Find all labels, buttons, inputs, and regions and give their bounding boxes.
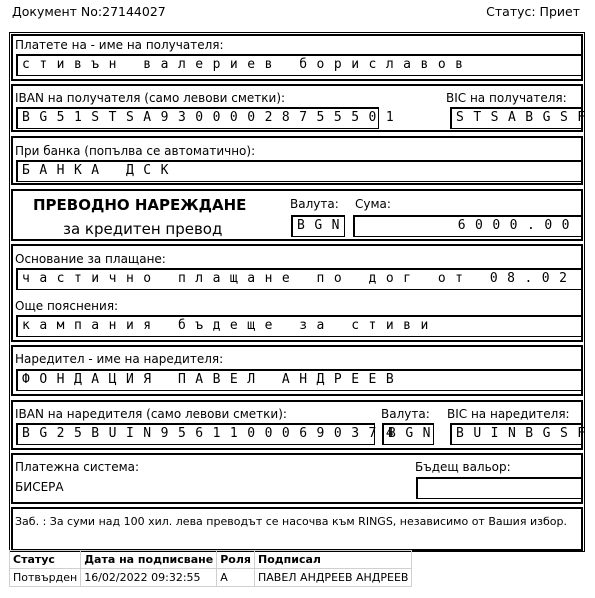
amount-field[interactable]: 6000.00	[353, 215, 582, 237]
recipient-name-field[interactable]: стивън валериев бориславов	[16, 54, 582, 76]
orderer-currency-field[interactable]: BGN	[382, 423, 434, 445]
document-number: Документ No:27144027	[12, 4, 166, 19]
orderer-bic-label: BIC на наредителя:	[447, 407, 570, 421]
table-row	[10, 569, 412, 587]
orderer-iban-field[interactable]: BG25BUIN95611000690374	[16, 423, 375, 445]
note-text: Заб. : За суми над 100 хил. лева преводът се насочва към RINGS, независимо от Вашия избор.	[15, 515, 567, 528]
orderer-bic-field[interactable]: BUINBGSF	[450, 423, 582, 445]
more-info-label: Още пояснения:	[15, 299, 119, 313]
document-status: Статус: Приет	[486, 4, 580, 19]
order-subtitle: за кредитен превод	[63, 220, 223, 238]
orderer-name-field[interactable]: ФОНДАЦИЯ ПАВЕЛ АНДРЕЕВ	[16, 369, 582, 391]
reason-field[interactable]: частично плащане по дог от 08.02	[16, 268, 582, 290]
orderer-section	[11, 345, 583, 396]
order-title-section	[11, 189, 583, 241]
value-date-field[interactable]	[416, 477, 582, 499]
bank-section	[11, 136, 583, 185]
recipient-bic-label: BIC на получателя:	[446, 91, 567, 105]
signature-signer: ПАВЕЛ АНДРЕЕВ АНДРЕЕВ	[254, 569, 412, 587]
recipient-iban-section	[11, 84, 595, 132]
payment-system-value: БИСЕРА	[15, 480, 64, 494]
recipient-label: Платете на - име на получателя:	[15, 38, 224, 52]
reason-section	[11, 244, 583, 342]
payment-system-section	[11, 453, 583, 504]
amount-label: Сума:	[355, 197, 391, 211]
currency-field[interactable]: BGN	[291, 215, 345, 237]
more-info-field[interactable]: кампания бъдеще за стиви	[16, 315, 582, 337]
document-header	[12, 4, 580, 20]
orderer-currency-label: Валута:	[381, 407, 430, 421]
orderer-iban-label: IBAN на наредителя (само левови сметки):	[15, 407, 287, 421]
order-title: ПРЕВОДНО НАРЕЖДАНЕ	[33, 196, 247, 214]
recipient-iban-label: IBAN на получателя (само левови сметки):	[15, 91, 286, 105]
note-section	[11, 507, 583, 551]
signatures-table	[9, 550, 412, 587]
signatures-header-row	[10, 551, 412, 569]
orderer-iban-section	[11, 400, 595, 450]
column-header-signer: Подписал	[254, 551, 412, 569]
signature-status: Потвърден	[10, 569, 81, 587]
bank-name-field[interactable]: БАНКА ДСК	[16, 160, 582, 182]
value-date-label: Бъдещ вальор:	[415, 460, 511, 474]
column-header-status: Статус	[10, 551, 81, 569]
payment-system-label: Платежна система:	[15, 460, 140, 474]
recipient-bic-field[interactable]: STSABGSF	[450, 107, 582, 129]
column-header-date: Дата на подписване	[81, 551, 217, 569]
bank-label: При банка (попълва се автоматично):	[15, 144, 256, 158]
reason-label: Основание за плащане:	[15, 252, 166, 266]
orderer-label: Наредител - име на наредителя:	[15, 352, 224, 366]
column-header-role: Роля	[217, 551, 255, 569]
signature-role: A	[217, 569, 255, 587]
recipient-iban-field[interactable]: BG51STSA93000028755501	[16, 107, 379, 129]
recipient-section	[11, 34, 583, 81]
signature-date: 16/02/2022 09:32:55	[81, 569, 217, 587]
currency-label: Валута:	[290, 197, 339, 211]
